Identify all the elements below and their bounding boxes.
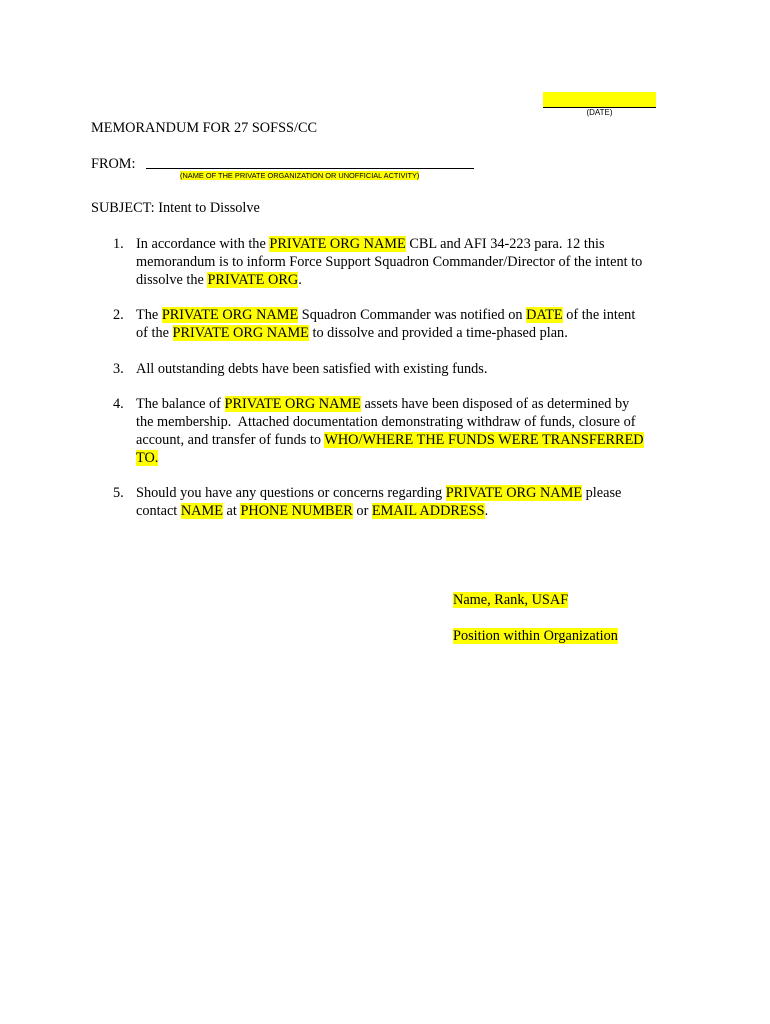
text-run: or bbox=[352, 503, 372, 519]
text-run: The bbox=[136, 307, 162, 323]
item-paragraph bbox=[136, 360, 681, 378]
text-run: memorandum is to inform Force Support Squadron Commander/Director of the intent to bbox=[136, 254, 643, 270]
paragraph-line bbox=[136, 484, 681, 502]
text-run: contact bbox=[136, 503, 181, 519]
paragraph-line bbox=[136, 395, 681, 413]
item-number: 3. bbox=[113, 361, 124, 377]
text-run: to dissolve and provided a time-phased plan. bbox=[308, 325, 568, 341]
item-paragraph bbox=[136, 484, 681, 520]
placeholder-highlight: TO. bbox=[136, 450, 159, 466]
text-run: please bbox=[582, 485, 622, 501]
date-field-line bbox=[543, 92, 656, 108]
paragraph-line bbox=[136, 253, 681, 271]
placeholder-highlight: PRIVATE ORG NAME bbox=[224, 396, 361, 412]
paragraph-line bbox=[136, 360, 681, 378]
item-number: 1. bbox=[113, 236, 124, 252]
item-paragraph bbox=[136, 306, 681, 342]
signature-name-rank-text: Name, Rank, USAF bbox=[453, 592, 569, 608]
paragraph-line bbox=[136, 235, 681, 253]
from-underline bbox=[146, 168, 474, 169]
signature-position-text: Position within Organization bbox=[453, 628, 618, 644]
placeholder-highlight: NAME bbox=[180, 503, 223, 519]
text-run: account, and transfer of funds to bbox=[136, 432, 325, 448]
item-number: 2. bbox=[113, 307, 124, 323]
text-run: of the bbox=[136, 325, 173, 341]
text-run: Should you have any questions or concerns regarding bbox=[136, 485, 446, 501]
placeholder-highlight: PRIVATE ORG NAME bbox=[445, 485, 583, 501]
paragraph-line bbox=[136, 431, 681, 449]
paragraph-line bbox=[136, 324, 681, 342]
placeholder-highlight: PRIVATE ORG NAME bbox=[161, 307, 299, 323]
placeholder-highlight: PHONE NUMBER bbox=[240, 503, 353, 519]
placeholder-highlight: PRIVATE ORG NAME bbox=[269, 236, 406, 252]
item-number: 5. bbox=[113, 485, 124, 501]
text-run: dissolve the bbox=[136, 272, 208, 288]
text-run: the membership. Attached documentation demonstrating withdraw of funds, closure of bbox=[136, 414, 636, 430]
paragraph-line bbox=[136, 449, 681, 467]
item-paragraph bbox=[136, 395, 681, 467]
text-run: assets have been disposed of as determined by bbox=[360, 396, 630, 412]
paragraph-line bbox=[136, 271, 681, 289]
text-run: . bbox=[484, 503, 489, 519]
signature-name-rank bbox=[453, 591, 568, 609]
placeholder-highlight: EMAIL ADDRESS bbox=[371, 503, 485, 519]
text-run: The balance of bbox=[136, 396, 225, 412]
placeholder-highlight: PRIVATE ORG bbox=[207, 272, 299, 288]
placeholder-highlight: DATE bbox=[526, 307, 563, 323]
text-run: at bbox=[222, 503, 241, 519]
text-run: Squadron Commander was notified on bbox=[298, 307, 527, 323]
subject-line: SUBJECT: Intent to Dissolve bbox=[91, 200, 260, 216]
item-number: 4. bbox=[113, 396, 124, 412]
placeholder-highlight: WHO/WHERE THE FUNDS WERE TRANSFERRED bbox=[324, 432, 644, 448]
signature-position bbox=[453, 627, 618, 645]
text-run: CBL and AFI 34-223 para. 12 this bbox=[405, 236, 605, 252]
item-paragraph bbox=[136, 235, 681, 289]
paragraph-line bbox=[136, 413, 681, 431]
text-run: In accordance with the bbox=[136, 236, 270, 252]
from-caption: (NAME OF THE PRIVATE ORGANIZATION OR UNOFFICIAL ACTIVITY) bbox=[180, 171, 420, 180]
from-label: FROM: bbox=[91, 156, 136, 172]
memo-for-line: MEMORANDUM FOR 27 SOFSS/CC bbox=[91, 120, 318, 136]
text-run: All outstanding debts have been satisfied with existing funds. bbox=[136, 361, 488, 377]
paragraph-line bbox=[136, 306, 681, 324]
text-run: . bbox=[298, 272, 302, 288]
text-run: of the intent bbox=[562, 307, 636, 323]
date-caption: (DATE) bbox=[586, 108, 613, 117]
placeholder-highlight: PRIVATE ORG NAME bbox=[172, 325, 309, 341]
paragraph-line bbox=[136, 502, 681, 520]
